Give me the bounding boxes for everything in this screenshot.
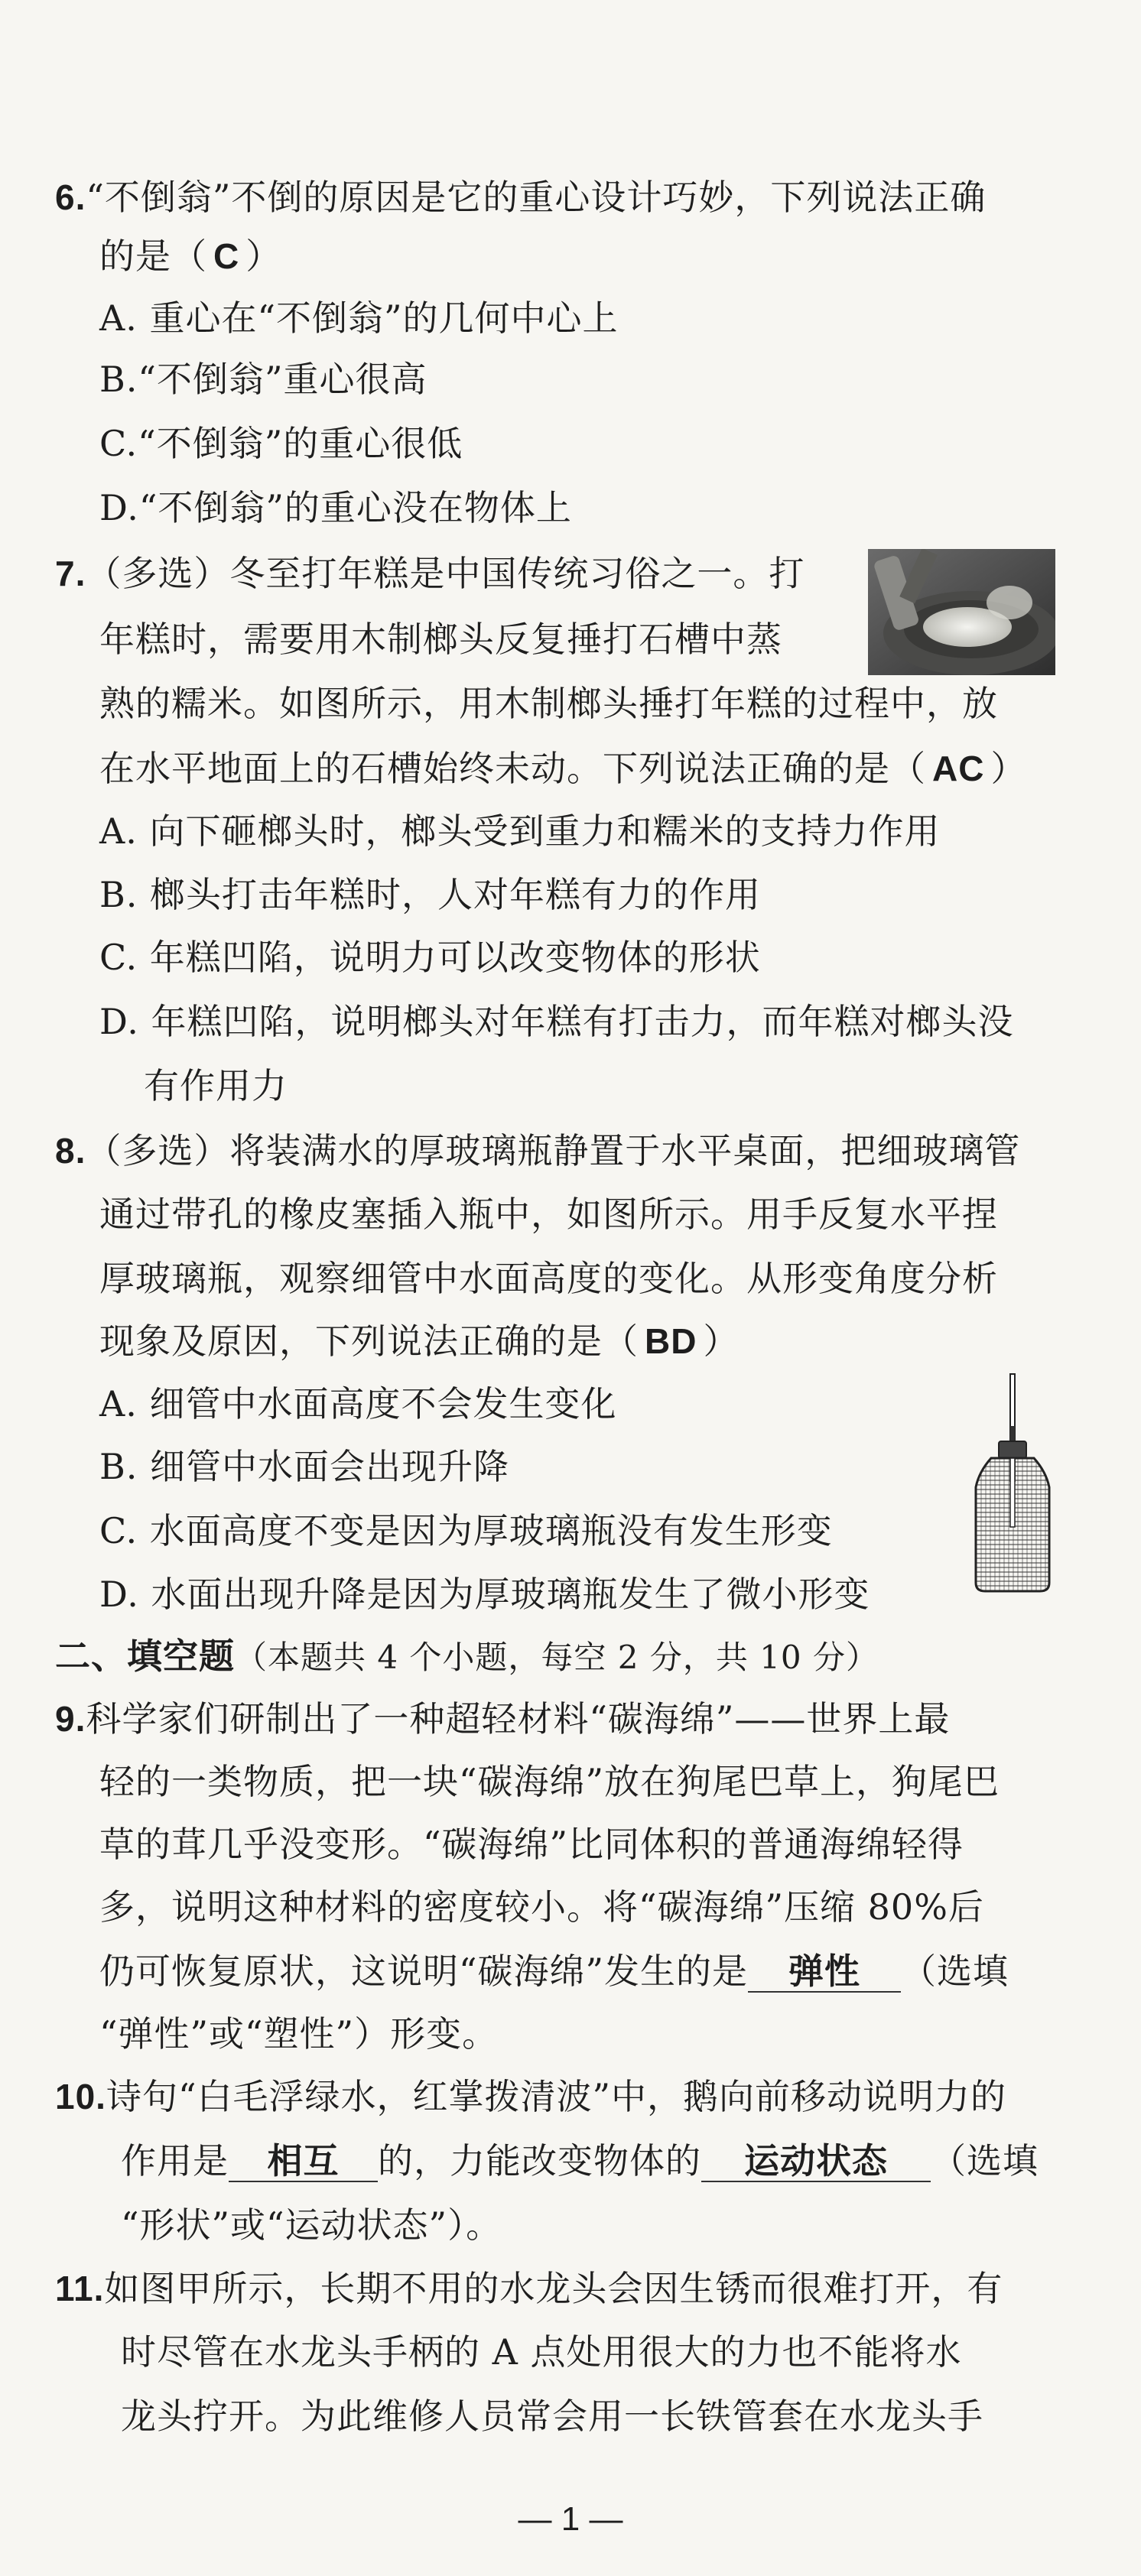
q8-answer: BD <box>645 1321 697 1361</box>
q8-line1 <box>55 1128 1020 1174</box>
q8-paren-close: ） <box>703 1320 740 1362</box>
q8-number: 8. <box>55 1131 86 1171</box>
q10-stem-line2-mid: 的，力能改变物体的 <box>378 2140 701 2181</box>
q10-stem-line1: 诗句“白毛浮绿水，红掌拨清波”中，鹅向前移动说明力的 <box>106 2076 1006 2117</box>
q9-stem-line4: 多，说明这种材料的密度较小。将“碳海绵”压缩 80%后 <box>99 1886 984 1928</box>
q7-stem-line3: 熟的糯米。如图所示，用木制榔头捶打年糕的过程中，放 <box>99 683 998 724</box>
q7-line1 <box>55 551 805 596</box>
q7-option-d: D. 年糕凹陷，说明榔头对年糕有打击力，而年糕对榔头没 <box>99 1001 1014 1042</box>
q11-line1 <box>55 2266 1003 2311</box>
q8-option-c: C. 水面高度不变是因为厚玻璃瓶没有发生形变 <box>99 1510 833 1551</box>
q11-stem-line3: 龙头拧开。为此维修人员常会用一长铁管套在水龙头手 <box>121 2396 983 2437</box>
q7-stem-line2: 年糕时，需要用木制榔头反复捶打石槽中蒸 <box>99 619 782 660</box>
q10-number: 10. <box>55 2077 106 2116</box>
q6-stem-line1: “不倒翁”不倒的原因是它的重心设计巧妙，下列说法正确 <box>86 177 987 218</box>
glass-bottle-icon <box>970 1372 1055 1594</box>
mallet-photo-icon <box>868 549 1055 675</box>
q6-stem-line2: 的是（ <box>99 236 207 277</box>
q9-number: 9. <box>55 1699 86 1739</box>
q9-stem-line3: 草的茸几乎没变形。“碳海绵”比同体积的普通海绵轻得 <box>99 1824 964 1865</box>
q7-number: 7. <box>55 554 86 593</box>
q7-stem-line1: （多选）冬至打年糕是中国传统习俗之一。打 <box>86 553 805 594</box>
q9-blank-answer: 弹性 <box>748 1948 901 1993</box>
q6-option-c: C.“不倒翁”的重心很低 <box>99 423 463 464</box>
q8-stem-line2: 通过带孔的橡皮塞插入瓶中，如图所示。用手反复水平捏 <box>99 1194 998 1235</box>
q7-option-c: C. 年糕凹陷，说明力可以改变物体的形状 <box>99 937 761 978</box>
section2-heading <box>55 1633 879 1681</box>
q7-option-b: B. 榔头打击年糕时，人对年糕有力的作用 <box>99 874 762 915</box>
q10-stem-line2: 作用是 <box>121 2140 229 2181</box>
q11-number: 11. <box>55 2269 105 2308</box>
q9-stem-line2: 轻的一类物质，把一块“碳海绵”放在狗尾巴草上，狗尾巴 <box>99 1761 1000 1802</box>
q6-line2 <box>99 233 281 279</box>
q6-option-d: D.“不倒翁”的重心没在物体上 <box>99 487 572 528</box>
q9-stem-line5: 仍可恢复原状，这说明“碳海绵”发生的是 <box>99 1951 749 1992</box>
q8-stem-line1: （多选）将装满水的厚玻璃瓶静置于水平桌面，把细玻璃管 <box>86 1130 1021 1171</box>
q8-line4 <box>99 1318 739 1364</box>
q11-stem-line1: 如图甲所示，长期不用的水龙头会因生锈而很难打开，有 <box>104 2268 1003 2309</box>
q8-option-b: B. 细管中水面会出现升降 <box>99 1446 510 1487</box>
section2-note: （本题共 4 个小题，每空 2 分，共 10 分） <box>235 1639 879 1676</box>
q10-select-hint: （选填 <box>931 2140 1039 2181</box>
q10-line2 <box>121 2138 1039 2184</box>
q9-line5 <box>99 1948 1009 1994</box>
q6-number: 6. <box>55 177 86 217</box>
q10-blank1-answer: 相互 <box>229 2138 378 2182</box>
q8-stem-line4: 现象及原因，下列说法正确的是（ <box>99 1320 639 1362</box>
q9-stem-line6: “弹性”或“塑性”）形变。 <box>99 2013 499 2055</box>
q7-answer: AC <box>932 749 985 788</box>
q6-line1 <box>55 174 986 220</box>
q8-option-a: A. 细管中水面高度不会发生变化 <box>99 1383 617 1424</box>
q7-option-d-cont: 有作用力 <box>144 1065 288 1106</box>
q6-option-a: A. 重心在“不倒翁”的几何中心上 <box>99 297 619 339</box>
q8-stem-line3: 厚玻璃瓶，观察细管中水面高度的变化。从形变角度分析 <box>99 1258 998 1299</box>
q9-line1 <box>55 1696 950 1742</box>
q11-stem-line2: 时尽管在水龙头手柄的 A 点处用很大的力也不能将水 <box>121 2331 962 2373</box>
q6-option-b: B.“不倒翁”重心很高 <box>99 359 427 400</box>
q10-stem-line3: “形状”或“运动状态”）。 <box>121 2204 502 2246</box>
q6-paren-close: ） <box>245 236 282 277</box>
q9-stem-line1: 科学家们研制出了一种超轻材料“碳海绵”——世界上最 <box>86 1698 951 1740</box>
q7-photo <box>868 549 1055 675</box>
q7-paren-close: ） <box>990 748 1027 789</box>
q8-option-d: D. 水面出现升降是因为厚玻璃瓶发生了微小形变 <box>99 1574 870 1615</box>
q7-stem-line4: 在水平地面上的石槽始终未动。下列说法正确的是（ <box>99 748 926 789</box>
q10-line1 <box>55 2074 1006 2120</box>
page-number: — 1 — <box>518 2500 623 2538</box>
q8-bottle-figure <box>970 1372 1055 1594</box>
q9-select-hint: （选填 <box>901 1951 1009 1992</box>
q10-blank2-answer: 运动状态 <box>701 2138 931 2182</box>
section2-title: 二、填空题 <box>55 1636 235 1677</box>
q7-line4 <box>99 746 1026 791</box>
q7-option-a: A. 向下砸榔头时，榔头受到重力和糯米的支持力作用 <box>99 810 941 852</box>
q6-answer: C <box>213 236 240 276</box>
